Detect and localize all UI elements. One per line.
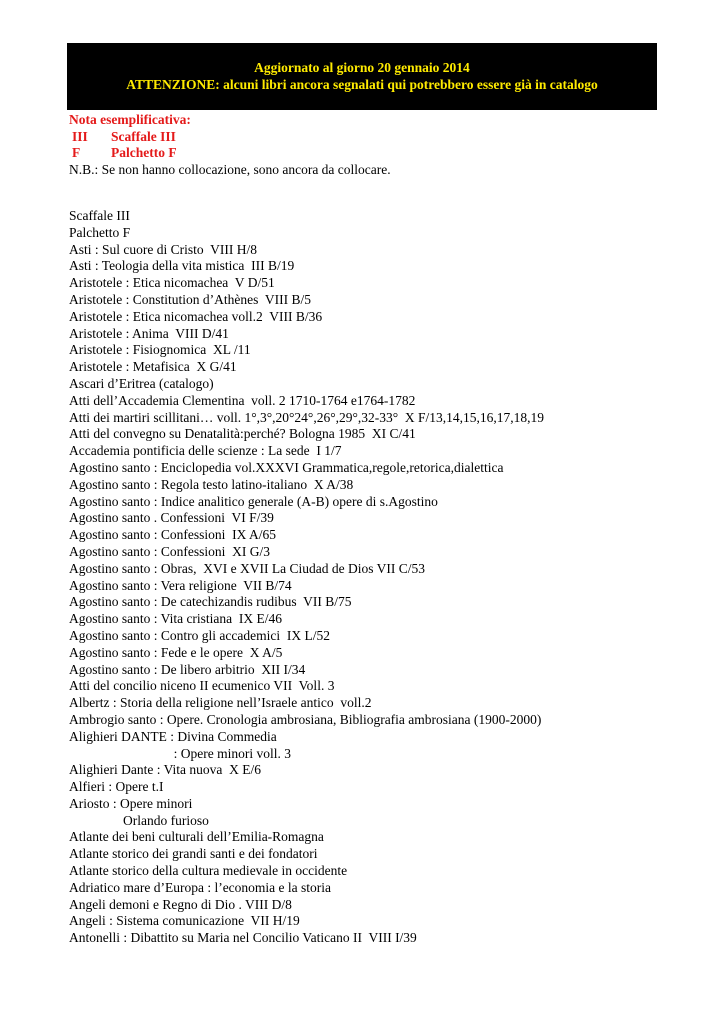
book-entry: Agostino santo : Obras, XVI e XVII La Ciudad de Dios VII C/53 [69,560,425,576]
note-title: Nota esemplificativa: [69,112,191,127]
book-entry: Agostino santo : De libero arbitrio XII I/34 [69,661,306,677]
book-entry: Agostino santo : Vita cristiana IX E/46 [69,611,283,627]
book-entry: Atlante storico della cultura medievale in occidente [69,863,348,879]
book-entry: Atti dell’Accademia Clementina voll. 2 1710-1764 e1764-1782 [69,392,416,408]
book-entry: Aristotele : Metafisica X G/41 [69,359,237,375]
book-entry: Alighieri DANTE : Divina Commedia [69,728,277,744]
note-item [69,129,391,146]
book-entry: Atlante dei beni culturali dell’Emilia-Romagna [69,829,324,845]
book-listing [69,208,544,947]
book-entry: Aristotele : Etica nicomachea V D/51 [69,275,275,291]
book-entry: Aristotele : Etica nicomachea voll.2 VIII B/36 [69,308,323,324]
note-code: III [72,128,88,144]
book-entry: Alfieri : Opere t.I [69,779,164,795]
book-entry: Agostino santo : De catechizandis rudibus VII B/75 [69,594,352,610]
update-banner [67,43,657,110]
note-nb: N.B.: Se non hanno collocazione, sono ancora da collocare. [69,162,391,178]
book-entry: Agostino santo : Contro gli accademici IX L/52 [69,627,330,643]
book-entry: Agostino santo : Regola testo latino-italiano X A/38 [69,476,354,492]
book-entry: Ariosto : Opere minori [69,795,193,811]
book-entry: Angeli demoni e Regno di Dio . VIII D/8 [69,896,292,912]
book-entry: Agostino santo : Confessioni XI G/3 [69,543,270,559]
book-entry: Atti del concilio niceno II ecumenico VII Voll. 3 [69,678,335,694]
book-entry: Alighieri Dante : Vita nuova X E/6 [69,762,262,778]
note-item [69,145,391,162]
book-entry: Aristotele : Anima VIII D/41 [69,325,229,341]
book-entry: Agostino santo . Confessioni VI F/39 [69,510,274,526]
book-entry: Asti : Sul cuore di Cristo VIII H/8 [69,241,257,257]
book-entry: Atlante storico dei grandi santi e dei fondatori [69,846,318,862]
book-entry: Antonelli : Dibattito su Maria nel Concilio Vaticano II VIII I/39 [69,930,417,946]
note-label: Scaffale III [111,128,176,144]
book-entry: Atti dei martiri scillitani… voll. 1°,3°,20°24°,26°,29°,32-33° X F/13,14,15,16,17,18,19 [69,409,545,425]
book-entry: Orlando furioso [69,812,209,828]
update-date: Aggiornato al giorno 20 gennaio 2014 [254,60,470,75]
entry-list [69,242,544,947]
book-entry: Agostino santo : Enciclopedia vol.XXXVI Grammatica,regole,retorica,dialettica [69,459,504,475]
book-entry: Ambrogio santo : Opere. Cronologia ambrosiana, Bibliografia ambrosiana (1900-2000) [69,711,542,727]
book-entry: : Opere minori voll. 3 [69,745,291,761]
book-entry: Adriatico mare d’Europa : l’economia e la storia [69,879,332,895]
book-entry: Aristotele : Constitution d’Athènes VIII B/5 [69,291,311,307]
book-entry: Aristotele : Fisiognomica XL /11 [69,342,251,358]
book-entry: Albertz : Storia della religione nell’Israele antico voll.2 [69,695,372,711]
example-note [69,112,391,179]
note-code: F [72,145,81,161]
note-label: Palchetto F [111,145,177,161]
shelf-heading: Scaffale III [69,208,130,223]
book-entry: Agostino santo : Confessioni IX A/65 [69,527,277,543]
book-entry: Asti : Teologia della vita mistica III B/19 [69,258,295,274]
book-entry: Atti del convegno su Denatalità:perché? Bologna 1985 XI C/41 [69,426,416,442]
book-entry: Agostino santo : Fede e le opere X A/5 [69,644,283,660]
book-entry: Agostino santo : Indice analitico generale (A-B) opere di s.Agostino [69,493,438,509]
book-entry: Angeli : Sistema comunicazione VII H/19 [69,913,300,929]
book-entry: Accademia pontificia delle scienze : La sede I 1/7 [69,443,342,459]
attention-notice: ATTENZIONE: alcuni libri ancora segnalati qui potrebbero essere già in catalogo [126,77,598,92]
book-entry: Ascari d’Eritrea (catalogo) [69,375,214,391]
book-entry: Agostino santo : Vera religione VII B/74 [69,577,292,593]
section-heading: Palchetto F [69,224,131,240]
